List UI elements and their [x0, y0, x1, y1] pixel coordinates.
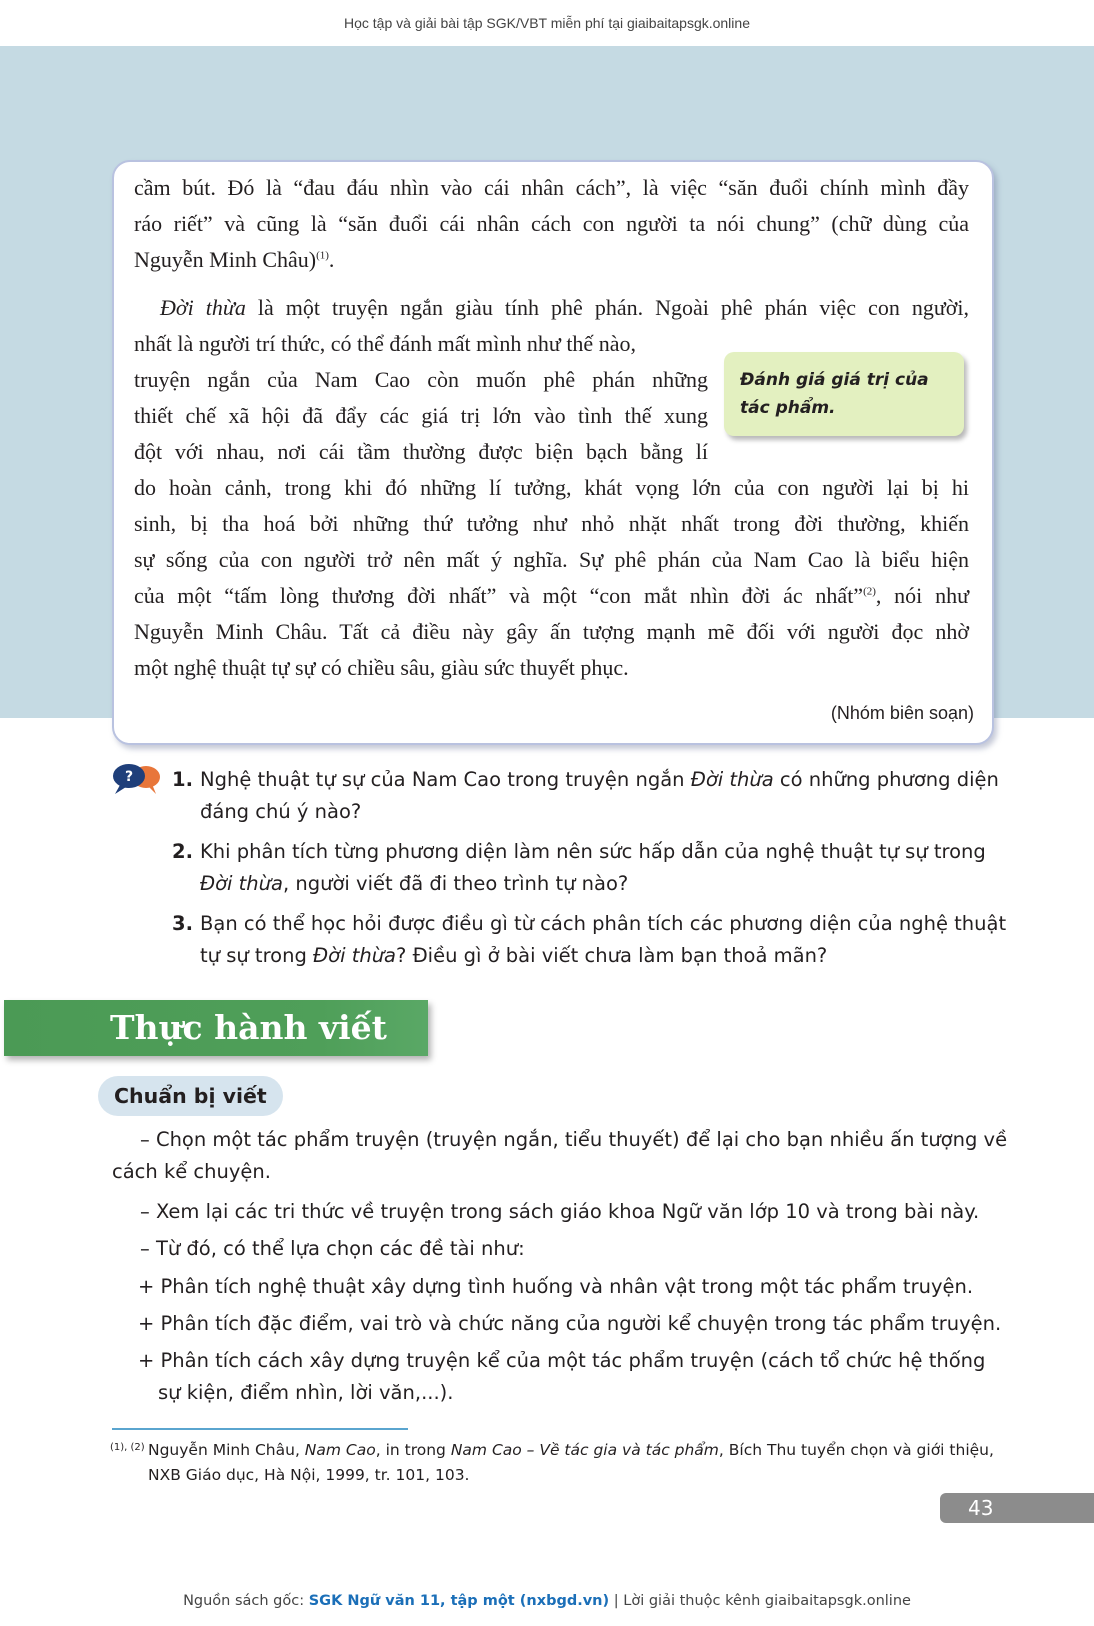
- subsection-title-pill: Chuẩn bị viết: [98, 1076, 283, 1116]
- bottom-banner: Nguồn sách gốc: SGK Ngữ văn 11, tập một (nxbgd.vn) | Lời giải thuộc kênh giaibaitapsgk.online: [183, 1593, 911, 1609]
- prep-bullet-line: + Phân tích đặc điểm, vai trò và chức năng của người kể chuyện trong tác phẩm truyện.: [138, 1312, 1002, 1335]
- essay-line: đột với nhau, nơi cái tầm thường được biện bạch bằng lí: [134, 439, 708, 464]
- source-link[interactable]: SGK Ngữ văn 11, tập một (nxbgd.vn): [308, 1593, 610, 1609]
- essay-line: của một “tấm lòng thương đời nhất” và một “con mắt nhìn đời ác nhất”$^{(2)}$, nói như: [134, 583, 969, 608]
- callout-line: tác phẩm.: [740, 398, 836, 418]
- essay-line: ráo riết” và cũng là “săn đuổi cái nhân cách con người ta nói chung” (chữ dùng của: [134, 211, 969, 236]
- essay-line: cầm bút. Đó là “đau đáu nhìn vào cái nhân cách”, là việc “săn đuổi chính mình đầy: [134, 175, 969, 200]
- footnote-line: NXB Giáo dục, Hà Nội, 1999, tr. 101, 103.: [148, 1466, 470, 1484]
- essay-line: Đời thừa là một truyện ngắn giàu tính phê phán. Ngoài phê phán việc con người,: [160, 295, 969, 320]
- essay-line: truyện ngắn của Nam Cao còn muốn phê phán những: [134, 367, 708, 392]
- essay-line: sự sống của con người trở nên mất ý nghĩa. Sự phê phán của Nam Cao là biểu hiện: [134, 547, 969, 572]
- footnote-divider: [112, 1428, 408, 1430]
- top-banner: Học tập và giải bài tập SGK/VBT miễn phí tại giaibaitapsgk.online: [0, 0, 1094, 46]
- work-title: Đời thừa: [690, 768, 774, 791]
- footnote-ref: (2): [863, 585, 876, 598]
- work-title: Đời thừa: [200, 872, 283, 895]
- question-number: 2.: [172, 840, 193, 863]
- work-title: Đời thừa: [160, 295, 246, 320]
- question-number: 3.: [172, 912, 193, 935]
- prep-bullet-line: – Xem lại các tri thức về truyện trong sách giáo khoa Ngữ văn lớp 10 và trong bài này.: [140, 1200, 980, 1223]
- question-line: Bạn có thể học hỏi được điều gì từ cách phân tích các phương diện của nghệ thuật: [200, 912, 1007, 935]
- prep-bullet-line: + Phân tích cách xây dựng truyện kể của một tác phẩm truyện (cách tổ chức hệ thống: [138, 1349, 986, 1372]
- footnote-mark: (1), (2): [110, 1442, 145, 1453]
- question-speech-bubbles-icon: [110, 762, 162, 796]
- essay-credit: (Nhóm biên soạn): [830, 703, 974, 723]
- prep-bullet-line: sự kiện, điểm nhìn, lời văn,...).: [158, 1381, 454, 1404]
- question-line: Khi phân tích từng phương diện làm nên sức hấp dẫn của nghệ thuật tự sự trong: [200, 840, 986, 863]
- svg-text:?: ?: [124, 769, 134, 785]
- work-title: Đời thừa: [313, 944, 397, 967]
- footnote-ref: (1): [316, 249, 329, 262]
- essay-line: thiết chế xã hội đã đẩy các giá trị lớn vào tình thế xung: [134, 403, 708, 428]
- prep-bullet-line: cách kể chuyện.: [112, 1160, 271, 1183]
- question-line: đáng chú ý nào?: [200, 800, 362, 823]
- question-line: Nghệ thuật tự sự của Nam Cao trong truyện ngắn Đời thừa có những phương diện: [200, 768, 999, 791]
- callout-line: Đánh giá giá trị của: [740, 370, 929, 390]
- essay-line: do hoàn cảnh, trong khi đó những lí tưởng, khát vọng lớn của con người lại bị hi: [134, 475, 969, 500]
- essay-line: Nguyễn Minh Châu)$^{(1)}$.: [134, 247, 335, 272]
- question-line: tự sự trong Đời thừa? Điều gì ở bài viết chưa làm bạn thoả mãn?: [200, 944, 828, 967]
- essay-line: một nghệ thuật tự sự có chiều sâu, giàu sức thuyết phục.: [134, 655, 629, 680]
- question-number: 1.: [172, 768, 193, 791]
- margin-callout-note: [724, 352, 964, 436]
- prep-bullet-line: – Từ đó, có thể lựa chọn các đề tài như:: [140, 1237, 525, 1260]
- essay-line: sinh, bị tha hoá bởi những thứ tưởng như nhỏ nhặt nhất trong đời thường, khiến: [134, 511, 969, 536]
- page-number: 43: [940, 1493, 1094, 1523]
- section-title: Thực hành viết: [110, 1008, 387, 1047]
- prep-bullet-line: – Chọn một tác phẩm truyện (truyện ngắn, tiểu thuyết) để lại cho bạn nhiều ấn tượng về: [140, 1128, 1008, 1151]
- footnote-line: Nguyễn Minh Châu, Nam Cao, in trong Nam Cao – Về tác gia và tác phẩm, Bích Thu tuyển chọn và giới thiệu,: [148, 1441, 994, 1459]
- prep-bullet-line: + Phân tích nghệ thuật xây dựng tình huống và nhân vật trong một tác phẩm truyện.: [138, 1275, 974, 1298]
- question-line: Đời thừa, người viết đã đi theo trình tự nào?: [200, 872, 629, 895]
- essay-line: Nguyễn Minh Châu. Tất cả điều này gây ấn tượng mạnh mẽ đối với người đọc nhờ: [134, 619, 969, 644]
- essay-line: nhất là người trí thức, có thể đánh mất mình như thế nào,: [134, 331, 636, 356]
